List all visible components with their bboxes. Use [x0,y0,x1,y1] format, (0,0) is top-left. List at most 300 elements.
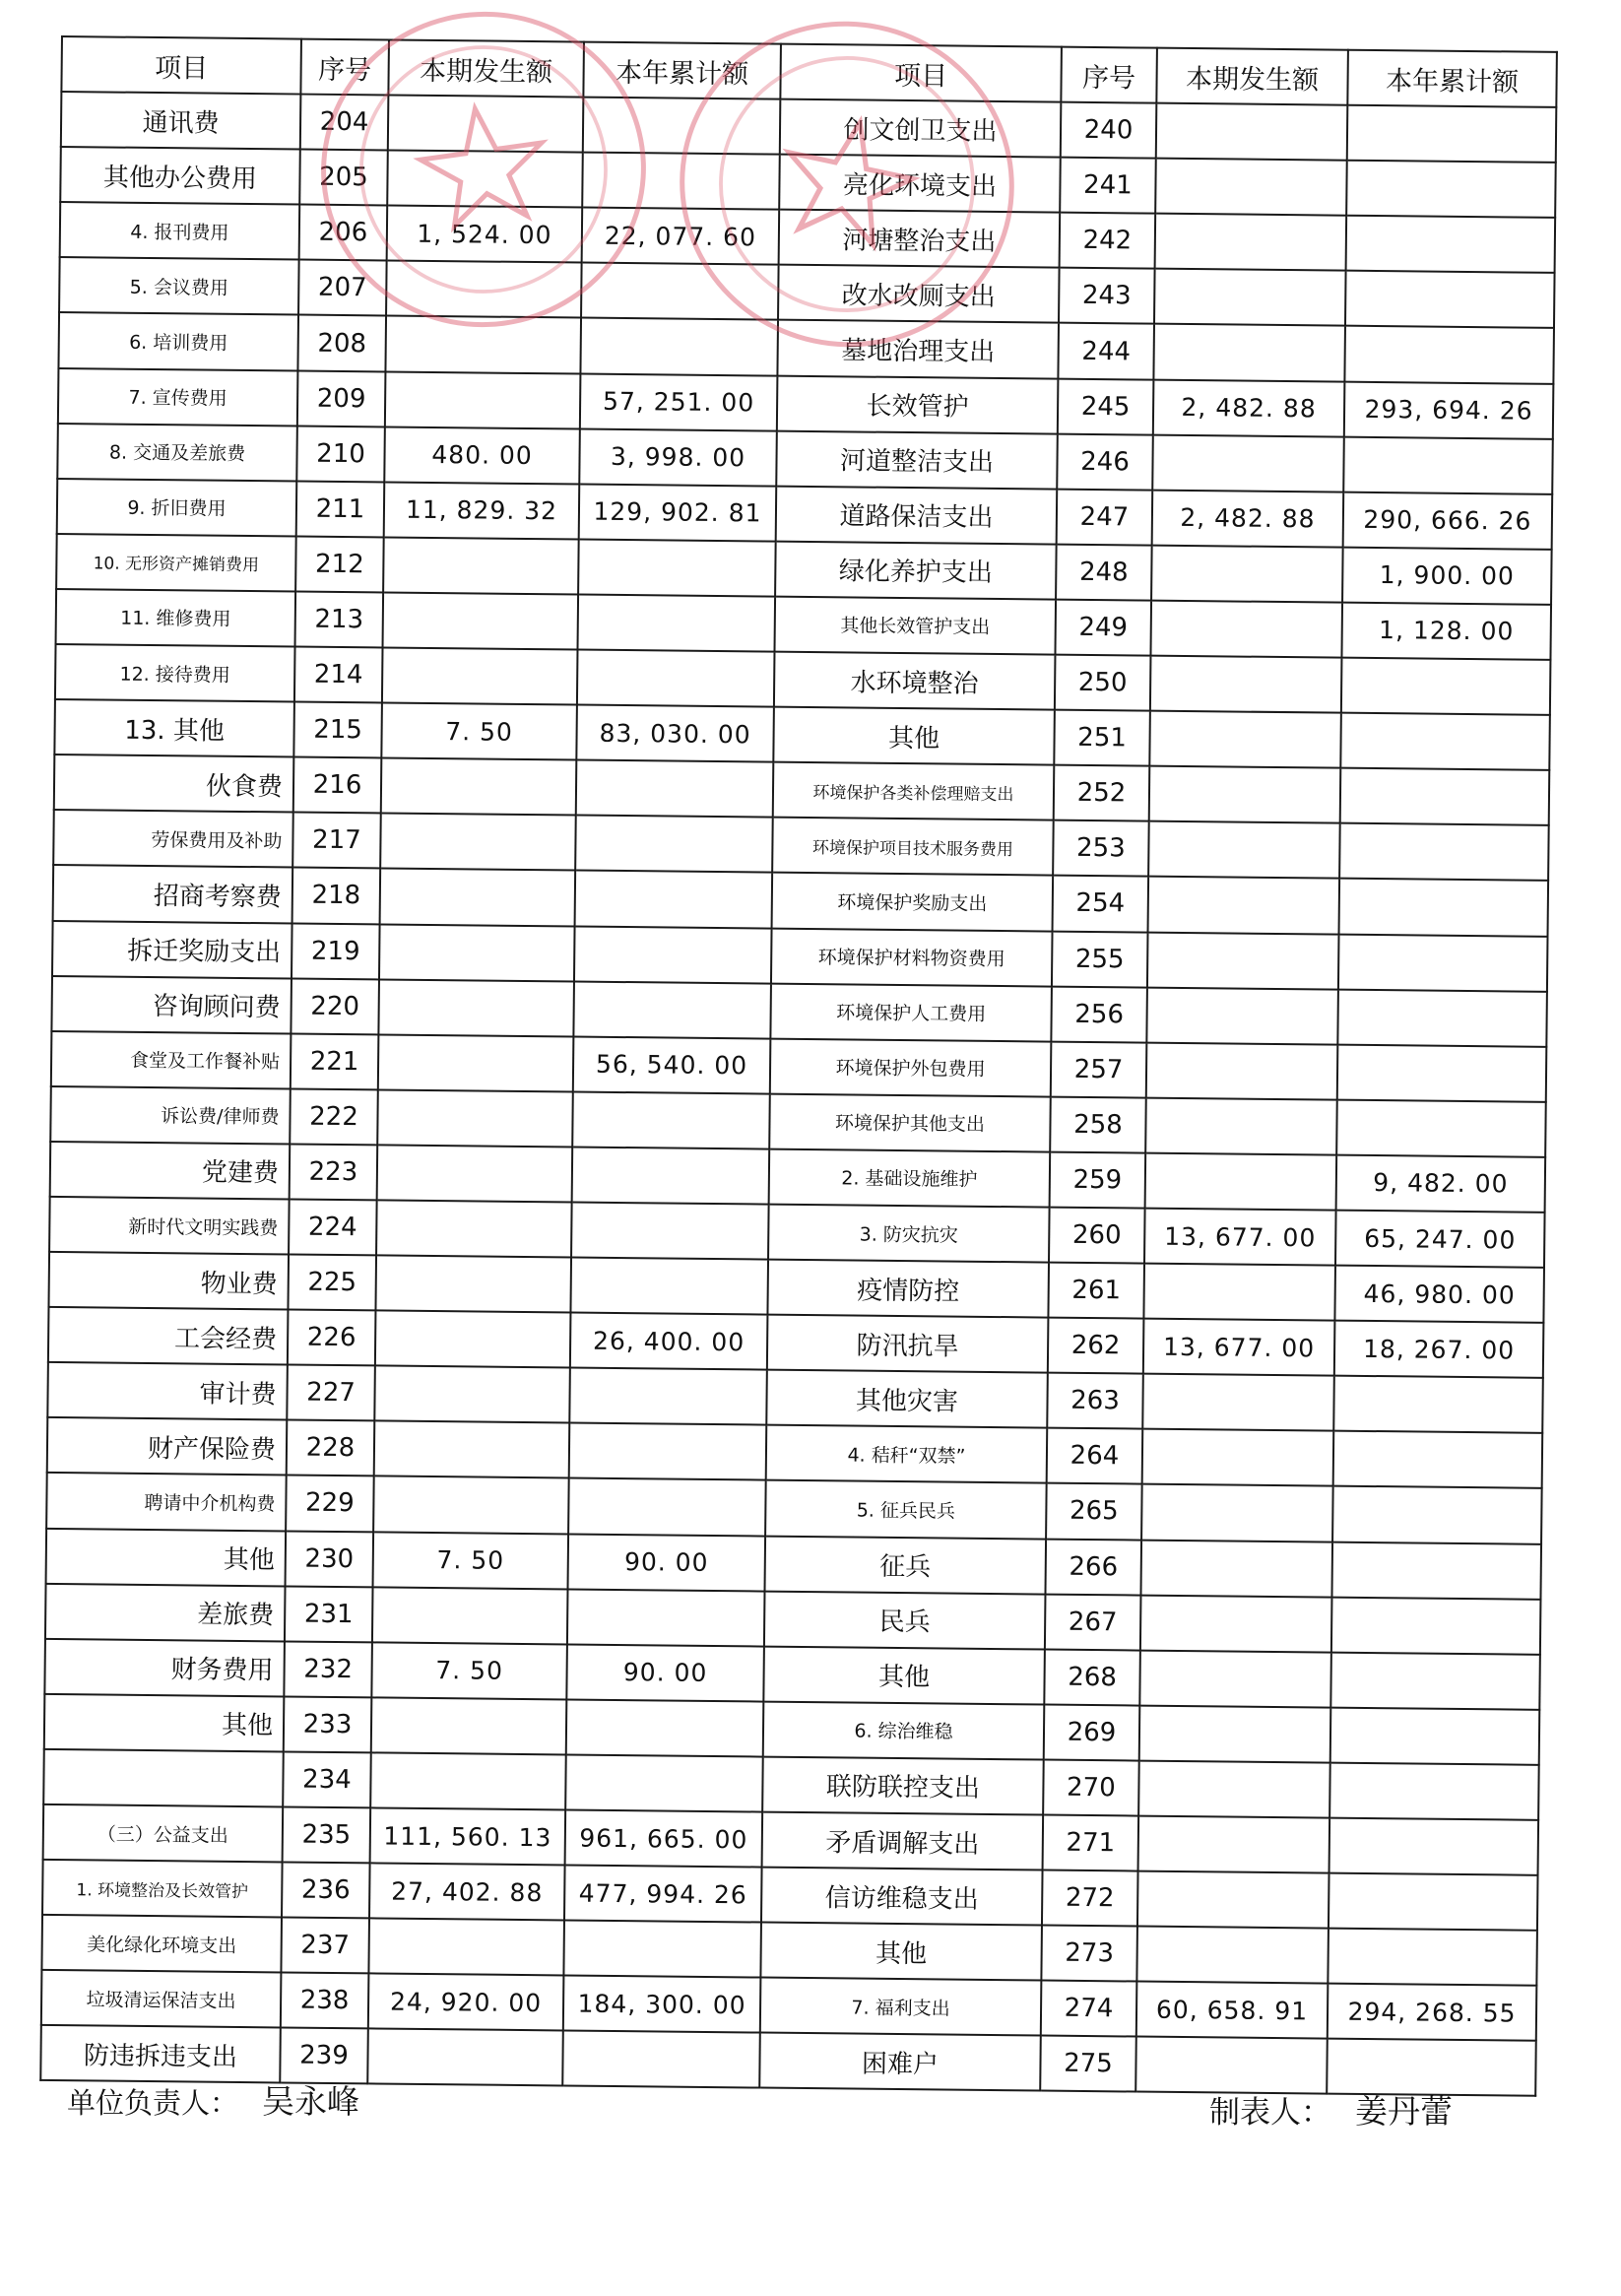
left-item-name: 招商考察费 [53,865,293,923]
left-seq: 212 [295,536,384,592]
left-current-amount [371,1697,567,1754]
right-current-amount: 60, 658. 91 [1136,1982,1329,2039]
left-seq: 235 [283,1806,371,1863]
left-current-amount [370,1752,566,1809]
unit-head-label: 单位负责人： [67,2086,239,2120]
right-current-amount [1155,159,1347,216]
right-seq: 241 [1060,158,1156,214]
right-ytd-amount [1346,216,1556,273]
right-item-name: 6. 综治维稳 [763,1701,1045,1759]
right-seq: 245 [1058,378,1154,434]
ledger-body [40,92,1556,2096]
left-ytd-amount [580,318,778,375]
right-seq: 243 [1059,268,1155,324]
left-item-name: 1. 环境整治及长效管护 [42,1860,283,1918]
right-ytd-amount [1328,1929,1537,1986]
header-right-current: 本期发生额 [1156,48,1348,105]
left-current-amount [375,1311,571,1368]
right-item-name: 长效管护 [777,375,1059,433]
right-current-amount [1151,545,1343,602]
right-current-amount [1146,1042,1338,1099]
right-ytd-amount: 1, 128. 00 [1341,603,1551,660]
left-ytd-amount: 83, 030. 00 [576,705,774,762]
right-seq: 240 [1061,102,1157,159]
left-current-amount [374,1421,570,1478]
left-ytd-amount: 56, 540. 00 [573,1036,771,1093]
left-item-name: 垃圾清运保洁支出 [41,1970,282,2028]
left-item-name: 其他 [44,1694,285,1752]
right-seq: 265 [1046,1483,1142,1540]
right-ytd-amount [1338,934,1548,991]
right-current-amount [1146,987,1338,1044]
right-ytd-amount [1341,658,1551,715]
right-ytd-amount [1329,1818,1539,1875]
left-item-name: 12. 接待费用 [55,644,295,702]
right-ytd-amount: 18, 267. 00 [1334,1321,1544,1378]
right-item-name: 其他 [763,1646,1045,1704]
right-item-name: 绿化养护支出 [775,541,1057,599]
left-current-amount: 24, 920. 00 [368,1974,564,2031]
header-left-current: 本期发生额 [388,39,584,97]
right-ytd-amount [1343,436,1553,493]
right-seq: 270 [1043,1759,1139,1815]
left-ytd-amount: 26, 400. 00 [570,1313,768,1370]
left-seq: 210 [296,426,385,482]
left-seq: 228 [287,1420,375,1476]
right-ytd-amount [1333,1376,1543,1433]
right-item-name: 创文创卫支出 [780,99,1062,158]
left-item-name: 差旅费 [45,1584,286,1642]
right-ytd-amount: 65, 247. 00 [1335,1211,1545,1268]
header-right-item: 项目 [780,44,1062,102]
left-seq: 219 [292,923,380,979]
right-current-amount: 13, 677. 00 [1144,1209,1336,1266]
left-current-amount [379,924,575,981]
left-ytd-amount [566,1699,764,1756]
left-ytd-amount [569,1423,767,1480]
right-ytd-amount [1331,1542,1541,1599]
right-ytd-amount [1329,1762,1539,1819]
left-ytd-amount: 57, 251. 00 [580,373,778,430]
right-current-amount [1142,1374,1334,1431]
right-ytd-amount [1330,1652,1540,1709]
header-left-ytd: 本年累计额 [583,42,781,99]
left-seq: 205 [299,150,388,206]
left-item-name: 工会经费 [48,1307,289,1365]
left-item-name: 5. 会议费用 [59,257,299,315]
right-ytd-amount: 1, 900. 00 [1342,548,1552,605]
right-ytd-amount: 9, 482. 00 [1336,1155,1546,1213]
left-seq: 227 [287,1365,375,1421]
right-item-name: 环境保护材料物资费用 [771,928,1053,986]
right-current-amount: 13, 677. 00 [1143,1319,1335,1376]
right-current-amount [1140,1540,1332,1597]
right-item-name: 环境保护外包费用 [770,1038,1052,1096]
right-current-amount [1150,656,1342,713]
right-item-name: 联防联控支出 [762,1756,1044,1814]
right-current-amount [1155,214,1347,271]
left-ytd-amount: 3, 998. 00 [579,428,777,486]
left-seq: 234 [283,1751,371,1807]
right-seq: 256 [1051,986,1147,1042]
left-ytd-amount: 961, 665. 00 [565,1809,763,1867]
left-ytd-amount [572,1091,770,1148]
left-item-name [43,1749,284,1807]
right-current-amount [1150,601,1342,658]
right-seq: 260 [1049,1208,1145,1264]
left-current-amount [387,151,583,208]
left-seq: 221 [291,1033,379,1089]
left-item-name: 10. 无形资产摊销费用 [56,534,296,592]
left-seq: 232 [284,1641,372,1697]
left-item-name: 13. 其他 [54,699,294,757]
right-seq: 271 [1043,1815,1139,1871]
left-current-amount [368,1919,564,1976]
right-current-amount [1154,269,1346,326]
left-item-name: 7. 宣传费用 [58,368,298,426]
left-ytd-amount [574,926,772,983]
left-current-amount [385,316,581,373]
left-current-amount [386,261,582,318]
left-current-amount: 7. 50 [381,703,577,760]
left-seq: 230 [286,1531,374,1587]
left-ytd-amount [575,816,773,873]
left-current-amount: 7. 50 [373,1532,569,1589]
right-ytd-amount [1345,271,1555,328]
left-current-amount: 11, 829. 32 [384,482,580,539]
right-current-amount [1139,1650,1331,1707]
left-seq: 225 [288,1255,376,1311]
right-seq: 244 [1058,323,1154,379]
right-current-amount [1139,1705,1331,1762]
right-item-name: 3. 防灾抗灾 [768,1205,1050,1263]
right-current-amount [1138,1816,1330,1873]
left-ytd-amount [565,1754,763,1811]
right-seq: 273 [1041,1926,1137,1982]
left-item-name: 食堂及工作餐补贴 [51,1031,292,1089]
right-seq: 274 [1041,1981,1137,2037]
right-seq: 259 [1050,1151,1146,1208]
left-current-amount [388,96,584,153]
left-current-amount [380,869,576,926]
left-ytd-amount: 90. 00 [568,1534,766,1591]
preparer-label: 制表人： [1209,2095,1331,2131]
right-current-amount [1140,1595,1332,1652]
left-current-amount: 7. 50 [371,1642,567,1699]
left-seq: 214 [294,647,383,703]
right-ytd-amount [1332,1486,1542,1543]
right-ytd-amount [1333,1431,1543,1488]
right-item-name: 4. 秸秆“双禁” [766,1425,1048,1483]
left-seq: 237 [281,1918,369,1974]
left-ytd-amount [583,98,781,155]
right-seq: 262 [1048,1318,1144,1374]
right-item-name: 环境保护各类补偿理赔支出 [773,762,1055,820]
right-seq: 268 [1044,1649,1140,1705]
left-seq: 218 [292,868,381,924]
preparer-name: 姜丹蕾 [1355,2092,1453,2131]
left-item-name: 伙食费 [54,754,294,813]
right-ytd-amount [1339,879,1549,936]
right-item-name: 2. 基础设施维护 [769,1148,1051,1207]
left-seq: 213 [295,591,384,647]
right-seq: 275 [1040,2036,1136,2092]
right-item-name: 其他 [773,707,1055,765]
left-current-amount [378,1034,574,1091]
unit-head-signature [67,2076,359,2123]
left-seq: 207 [298,260,387,316]
left-ytd-amount [578,539,776,596]
right-ytd-amount [1340,713,1550,770]
right-current-amount [1138,1760,1330,1817]
left-current-amount [377,1089,573,1147]
left-item-name: 劳保费用及补助 [53,810,293,868]
left-seq: 215 [293,702,382,758]
left-current-amount [383,537,579,594]
right-seq: 267 [1045,1594,1141,1650]
left-item-name: 新时代文明实践费 [49,1197,290,1255]
left-seq: 211 [296,481,385,537]
left-item-name: 其他 [46,1528,287,1586]
right-ytd-amount: 294, 268. 55 [1328,1984,1537,2041]
left-seq: 231 [285,1586,373,1642]
right-ytd-amount: 293, 694. 26 [1344,381,1554,438]
left-current-amount [367,2029,563,2086]
left-item-name: （三）公益支出 [43,1804,284,1863]
right-current-amount [1145,1097,1337,1154]
right-seq: 251 [1054,710,1150,766]
left-current-amount [380,814,576,871]
unit-head-name: 吴永峰 [262,2082,360,2121]
header-right-ytd: 本年累计额 [1347,50,1557,107]
right-current-amount [1153,324,1345,381]
right-ytd-amount [1344,326,1554,383]
right-ytd-amount [1329,1873,1538,1931]
left-seq: 229 [286,1476,374,1532]
right-seq: 258 [1050,1096,1146,1152]
left-seq: 238 [281,1973,369,2029]
right-seq: 248 [1056,544,1152,600]
left-ytd-amount [577,650,775,707]
left-seq: 206 [299,205,388,261]
right-item-name: 征兵 [765,1536,1047,1594]
right-seq: 246 [1057,433,1153,490]
right-current-amount [1142,1429,1334,1486]
left-current-amount: 1, 524. 00 [387,206,583,263]
left-ytd-amount: 129, 902. 81 [579,484,777,541]
left-seq: 216 [293,757,382,814]
left-item-name: 诉讼费/律师费 [50,1086,291,1145]
right-current-amount [1143,1264,1335,1321]
right-current-amount [1149,711,1341,768]
right-item-name: 环境保护项目技术服务费用 [772,818,1054,876]
left-seq: 204 [300,95,389,151]
right-ytd-amount [1330,1707,1540,1764]
left-ytd-amount [577,594,775,651]
left-item-name: 美化绿化环境支出 [41,1915,282,1973]
left-current-amount [378,979,574,1036]
left-seq: 208 [297,315,386,371]
left-ytd-amount [569,1368,767,1425]
right-current-amount [1145,1152,1337,1210]
right-seq: 257 [1051,1041,1147,1097]
right-item-name: 环境保护其他支出 [769,1093,1051,1151]
right-item-name: 矛盾调解支出 [762,1812,1044,1870]
right-seq: 242 [1060,213,1156,269]
left-seq: 233 [284,1696,372,1752]
left-current-amount [372,1587,568,1644]
right-ytd-amount [1347,105,1557,163]
right-seq: 269 [1044,1704,1140,1760]
right-item-name: 河道整洁支出 [776,430,1058,489]
right-ytd-amount [1339,823,1549,881]
right-item-name: 7. 福利支出 [760,1978,1042,2036]
right-item-name: 其他长效管护支出 [774,597,1056,655]
right-item-name: 环境保护人工费用 [770,983,1052,1041]
left-item-name: 物业费 [48,1252,289,1310]
left-item-name: 防违拆违支出 [40,2025,281,2083]
right-ytd-amount [1340,768,1550,825]
right-seq: 263 [1047,1373,1143,1429]
right-current-amount [1152,434,1344,492]
right-current-amount [1156,103,1348,161]
left-current-amount: 27, 402. 88 [369,1863,565,1920]
right-current-amount [1148,877,1340,934]
left-current-amount [374,1366,570,1423]
left-item-name: 4. 报刊费用 [60,202,300,260]
left-item-name: 财产保险费 [47,1417,288,1476]
right-current-amount [1148,821,1340,879]
header-left-seq: 序号 [300,39,389,96]
left-seq: 222 [290,1088,378,1145]
left-ytd-amount [567,1589,765,1646]
right-seq: 249 [1055,600,1151,656]
left-current-amount: 480. 00 [384,426,580,484]
left-ytd-amount [568,1478,766,1536]
left-seq: 239 [280,2028,368,2084]
left-item-name: 8. 交通及差旅费 [57,424,297,482]
right-item-name: 道路保洁支出 [776,486,1058,544]
left-ytd-amount: 90. 00 [566,1644,764,1701]
right-item-name: 其他灾害 [766,1370,1048,1428]
left-seq: 220 [291,978,379,1034]
left-item-name: 通讯费 [61,92,301,150]
left-seq: 224 [289,1199,377,1255]
right-item-name: 信访维稳支出 [761,1868,1043,1926]
left-item-name: 咨询顾问费 [51,976,292,1034]
right-item-name: 河塘整治支出 [779,210,1061,268]
right-seq: 250 [1055,655,1151,711]
right-seq: 272 [1042,1870,1138,1927]
left-seq: 226 [288,1310,376,1366]
left-ytd-amount [576,760,774,818]
right-current-amount [1149,766,1341,823]
left-current-amount [376,1200,572,1257]
left-seq: 217 [292,813,381,869]
header-right-seq: 序号 [1061,47,1157,103]
right-seq: 266 [1045,1539,1141,1595]
right-item-name: 水环境整治 [774,652,1056,710]
preparer-signature [1209,2086,1453,2132]
right-seq: 253 [1053,820,1149,877]
left-item-name: 聘请中介机构费 [46,1473,287,1531]
right-seq: 264 [1047,1428,1143,1484]
right-current-amount [1147,932,1339,989]
left-item-name: 财务费用 [44,1639,285,1697]
ledger-sheet [40,35,1556,2080]
left-ytd-amount [581,263,779,320]
left-ytd-amount [572,1147,770,1204]
left-seq: 223 [290,1144,378,1200]
left-ytd-amount [562,2031,760,2088]
left-seq: 236 [282,1863,370,1919]
right-ytd-amount [1331,1597,1541,1654]
right-seq: 252 [1054,765,1150,821]
right-ytd-amount [1337,1044,1547,1101]
left-item-name: 审计费 [47,1362,288,1420]
right-item-name: 5. 征兵民兵 [765,1480,1047,1539]
left-ytd-amount [563,1921,761,1978]
header-left-item: 项目 [61,36,301,95]
right-ytd-amount [1336,1099,1546,1156]
right-item-name: 墓地治理支出 [777,320,1059,378]
right-item-name: 其他 [760,1923,1042,1981]
left-current-amount [381,758,577,816]
right-item-name: 亮化环境支出 [779,155,1061,213]
right-current-amount: 2, 482. 88 [1153,379,1345,436]
left-item-name: 拆迁奖励支出 [52,920,292,978]
left-ytd-amount [573,981,771,1038]
left-ytd-amount [582,153,780,210]
left-ytd-amount [570,1258,768,1315]
left-ytd-amount [575,871,773,928]
left-item-name: 党建费 [50,1142,291,1200]
left-current-amount [383,592,579,649]
right-ytd-amount [1346,161,1556,218]
left-ytd-amount: 184, 300. 00 [563,1976,761,2033]
left-current-amount [385,371,581,428]
right-item-name: 改水改厕支出 [778,265,1060,323]
left-item-name: 9. 折旧费用 [57,479,297,537]
left-ytd-amount [571,1202,769,1259]
left-item-name: 6. 培训费用 [58,312,298,370]
left-ytd-amount: 477, 994. 26 [564,1866,762,1923]
right-current-amount [1137,1871,1329,1929]
right-seq: 254 [1053,876,1149,932]
right-seq: 247 [1057,489,1153,545]
left-seq: 209 [297,370,386,426]
left-item-name: 其他办公费用 [60,147,300,205]
left-ytd-amount: 22, 077. 60 [582,208,780,265]
right-item-name: 困难户 [759,2033,1041,2091]
right-item-name: 疫情防控 [767,1260,1049,1318]
right-current-amount: 2, 482. 88 [1152,490,1344,547]
right-ytd-amount: 46, 980. 00 [1334,1266,1544,1323]
left-current-amount [375,1255,571,1312]
right-seq: 261 [1048,1263,1144,1319]
right-ytd-amount: 290, 666. 26 [1343,492,1553,549]
right-current-amount [1136,1927,1329,1984]
right-item-name: 民兵 [764,1591,1046,1649]
expense-ledger-table [39,35,1558,2097]
left-item-name: 11. 维修费用 [56,589,296,647]
right-item-name: 防汛抗旱 [767,1315,1049,1373]
right-ytd-amount [1337,989,1547,1046]
right-seq: 255 [1052,931,1148,987]
right-item-name: 环境保护奖励支出 [772,873,1054,931]
left-current-amount: 111, 560. 13 [370,1807,566,1865]
left-current-amount [377,1145,573,1202]
